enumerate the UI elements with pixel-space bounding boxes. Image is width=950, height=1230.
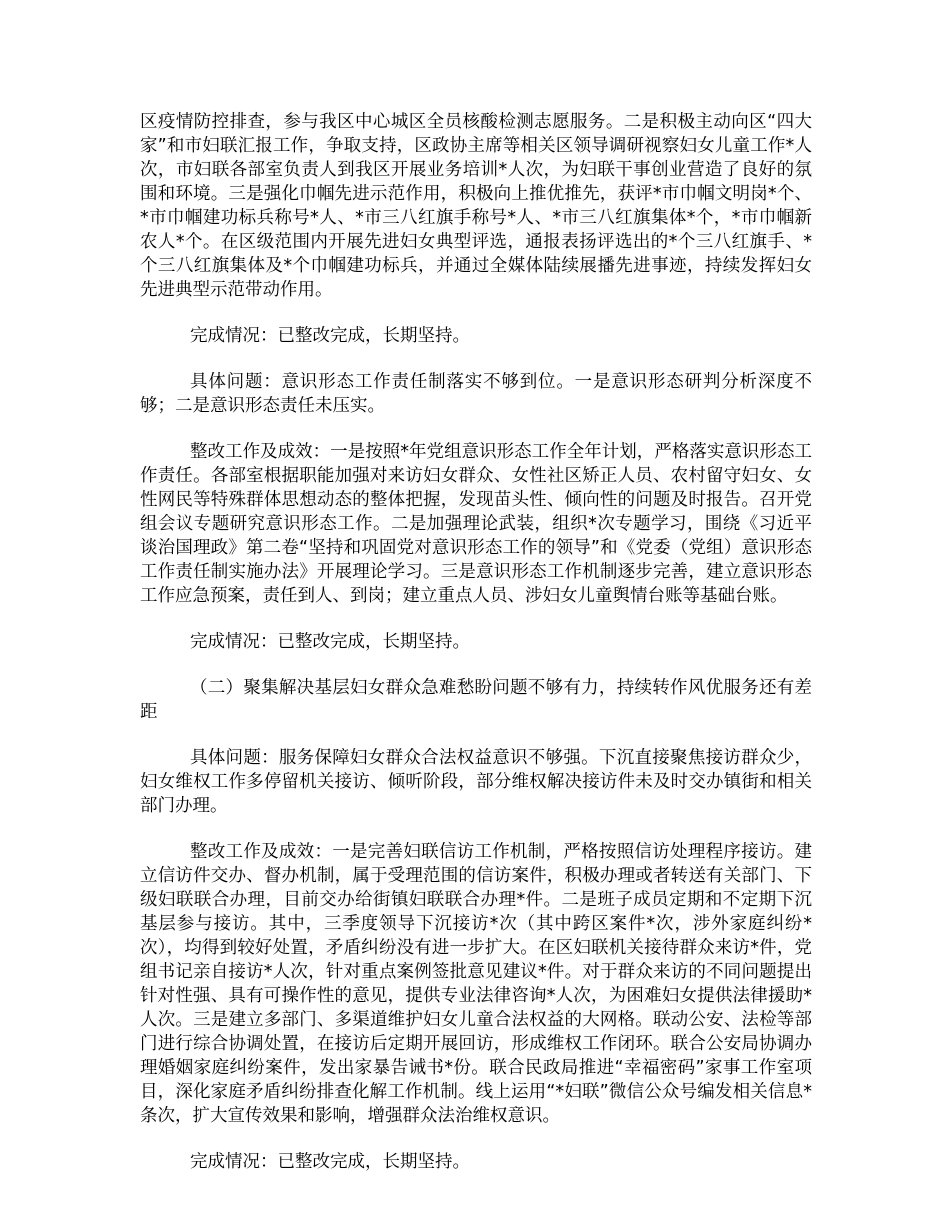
rectification-results: 整改工作及成效：一是按照*年党组意识形态工作全年计划，严格落实意识形态工作责任。各部室根据职能加强对来访妇女群众、女性社区矫正人员、农村留守妇女、女性网民等特殊群体思想动态的整体把握，发现苗头性、倾向性的问题及时报告。召开党组会议专题研究意识形态工作。二是加强理论武装，组织*次专题学习，围绕《习近平谈治国理政》第二卷“坚持和巩固党对意识形态工作的领导”和《党委（党组）意识形态工作责任制实施办法》开展理论学习。三是意识形态工作机制逐步完善，建立意识形态工作应急预案，责任到人、到岗；建立重点人员、涉妇女儿童舆情台账等基础台账。: [140, 442, 812, 606]
completion-status: 完成情况：已整改完成，长期坚持。: [190, 632, 470, 652]
section-heading: （二）聚集解决基层妇女群众急难愁盼问题不够有力，持续转作风优服务还有差距: [140, 678, 812, 722]
document-page: [140, 110, 812, 1196]
specific-problem: 具体问题：意识形态工作责任制落实不够到位。一是意识形态研判分析深度不够；二是意识形态责任未压实。: [140, 372, 812, 416]
completion-status: 完成情况：已整改完成，长期坚持。: [190, 326, 470, 346]
completion-status: 完成情况：已整改完成，长期坚持。: [190, 1152, 470, 1172]
body-paragraph: 区疫情防控排查，参与我区中心城区全员核酸检测志愿服务。二是积极主动向区“四大家”和市妇联汇报工作，争取支持，区政协主席等相关区领导调研视察妇女儿童工作*人次，市妇联各部室负责人到我区开展业务培训*人次，为妇联干事创业营造了良好的氛围和环境。三是强化巾帼先进示范作用，积极向上推优推先，获评*市巾帼文明岗*个、*市巾帼建功标兵称号*人、*市三八红旗手称号*人、*市三八红旗集体*个，*市巾帼新农人*个。在区级范围内开展先进妇女典型评选，通报表扬评选出的*个三八红旗手、*个三八红旗集体及*个巾帼建功标兵，并通过全媒体陆续展播先进事迹，持续发挥妇女先进典型示范带动作用。: [140, 112, 812, 300]
specific-problem: 具体问题：服务保障妇女群众合法权益意识不够强。下沉直接聚焦接访群众少，妇女维权工作多停留机关接访、倾听阶段，部分维权解决接访件未及时交办镇街和相关部门办理。: [140, 748, 812, 816]
rectification-results: 整改工作及成效：一是完善妇联信访工作机制，严格按照信访处理程序接访。建立信访件交办、督办机制，属于受理范围的信访案件，积极办理或者转送有关部门、下级妇联联合办理，目前交办给街镇妇联联合办理*件。二是班子成员定期和不定期下沉基层参与接访。其中，三季度领导下沉接访*次（其中跨区案件*次，涉外家庭纠纷*次），均得到较好处置，矛盾纠纷没有进一步扩大。在区妇联机关接待群众来访*件，党组书记亲自接访*人次，针对重点案例签批意见建议*件。对于群众来访的不同问题提出针对性强、具有可操作性的意见，提供专业法律咨询*人次，为困难妇女提供法律援助*人次。三是建立多部门、多渠道维护妇女儿童合法权益的大网格。联动公安、法检等部门进行综合协调处置，在接访后定期开展回访，形成维权工作闭环。联合公安局协调办理婚姻家庭纠纷案件，发出家暴告诫书*份。联合民政局推进“幸福密码”家事工作室项目，深化家庭矛盾纠纷排查化解工作机制。线上运用“*妇联”微信公众号编发相关信息*条次，扩大宣传效果和影响，增强群众法治维权意识。: [140, 842, 812, 1126]
